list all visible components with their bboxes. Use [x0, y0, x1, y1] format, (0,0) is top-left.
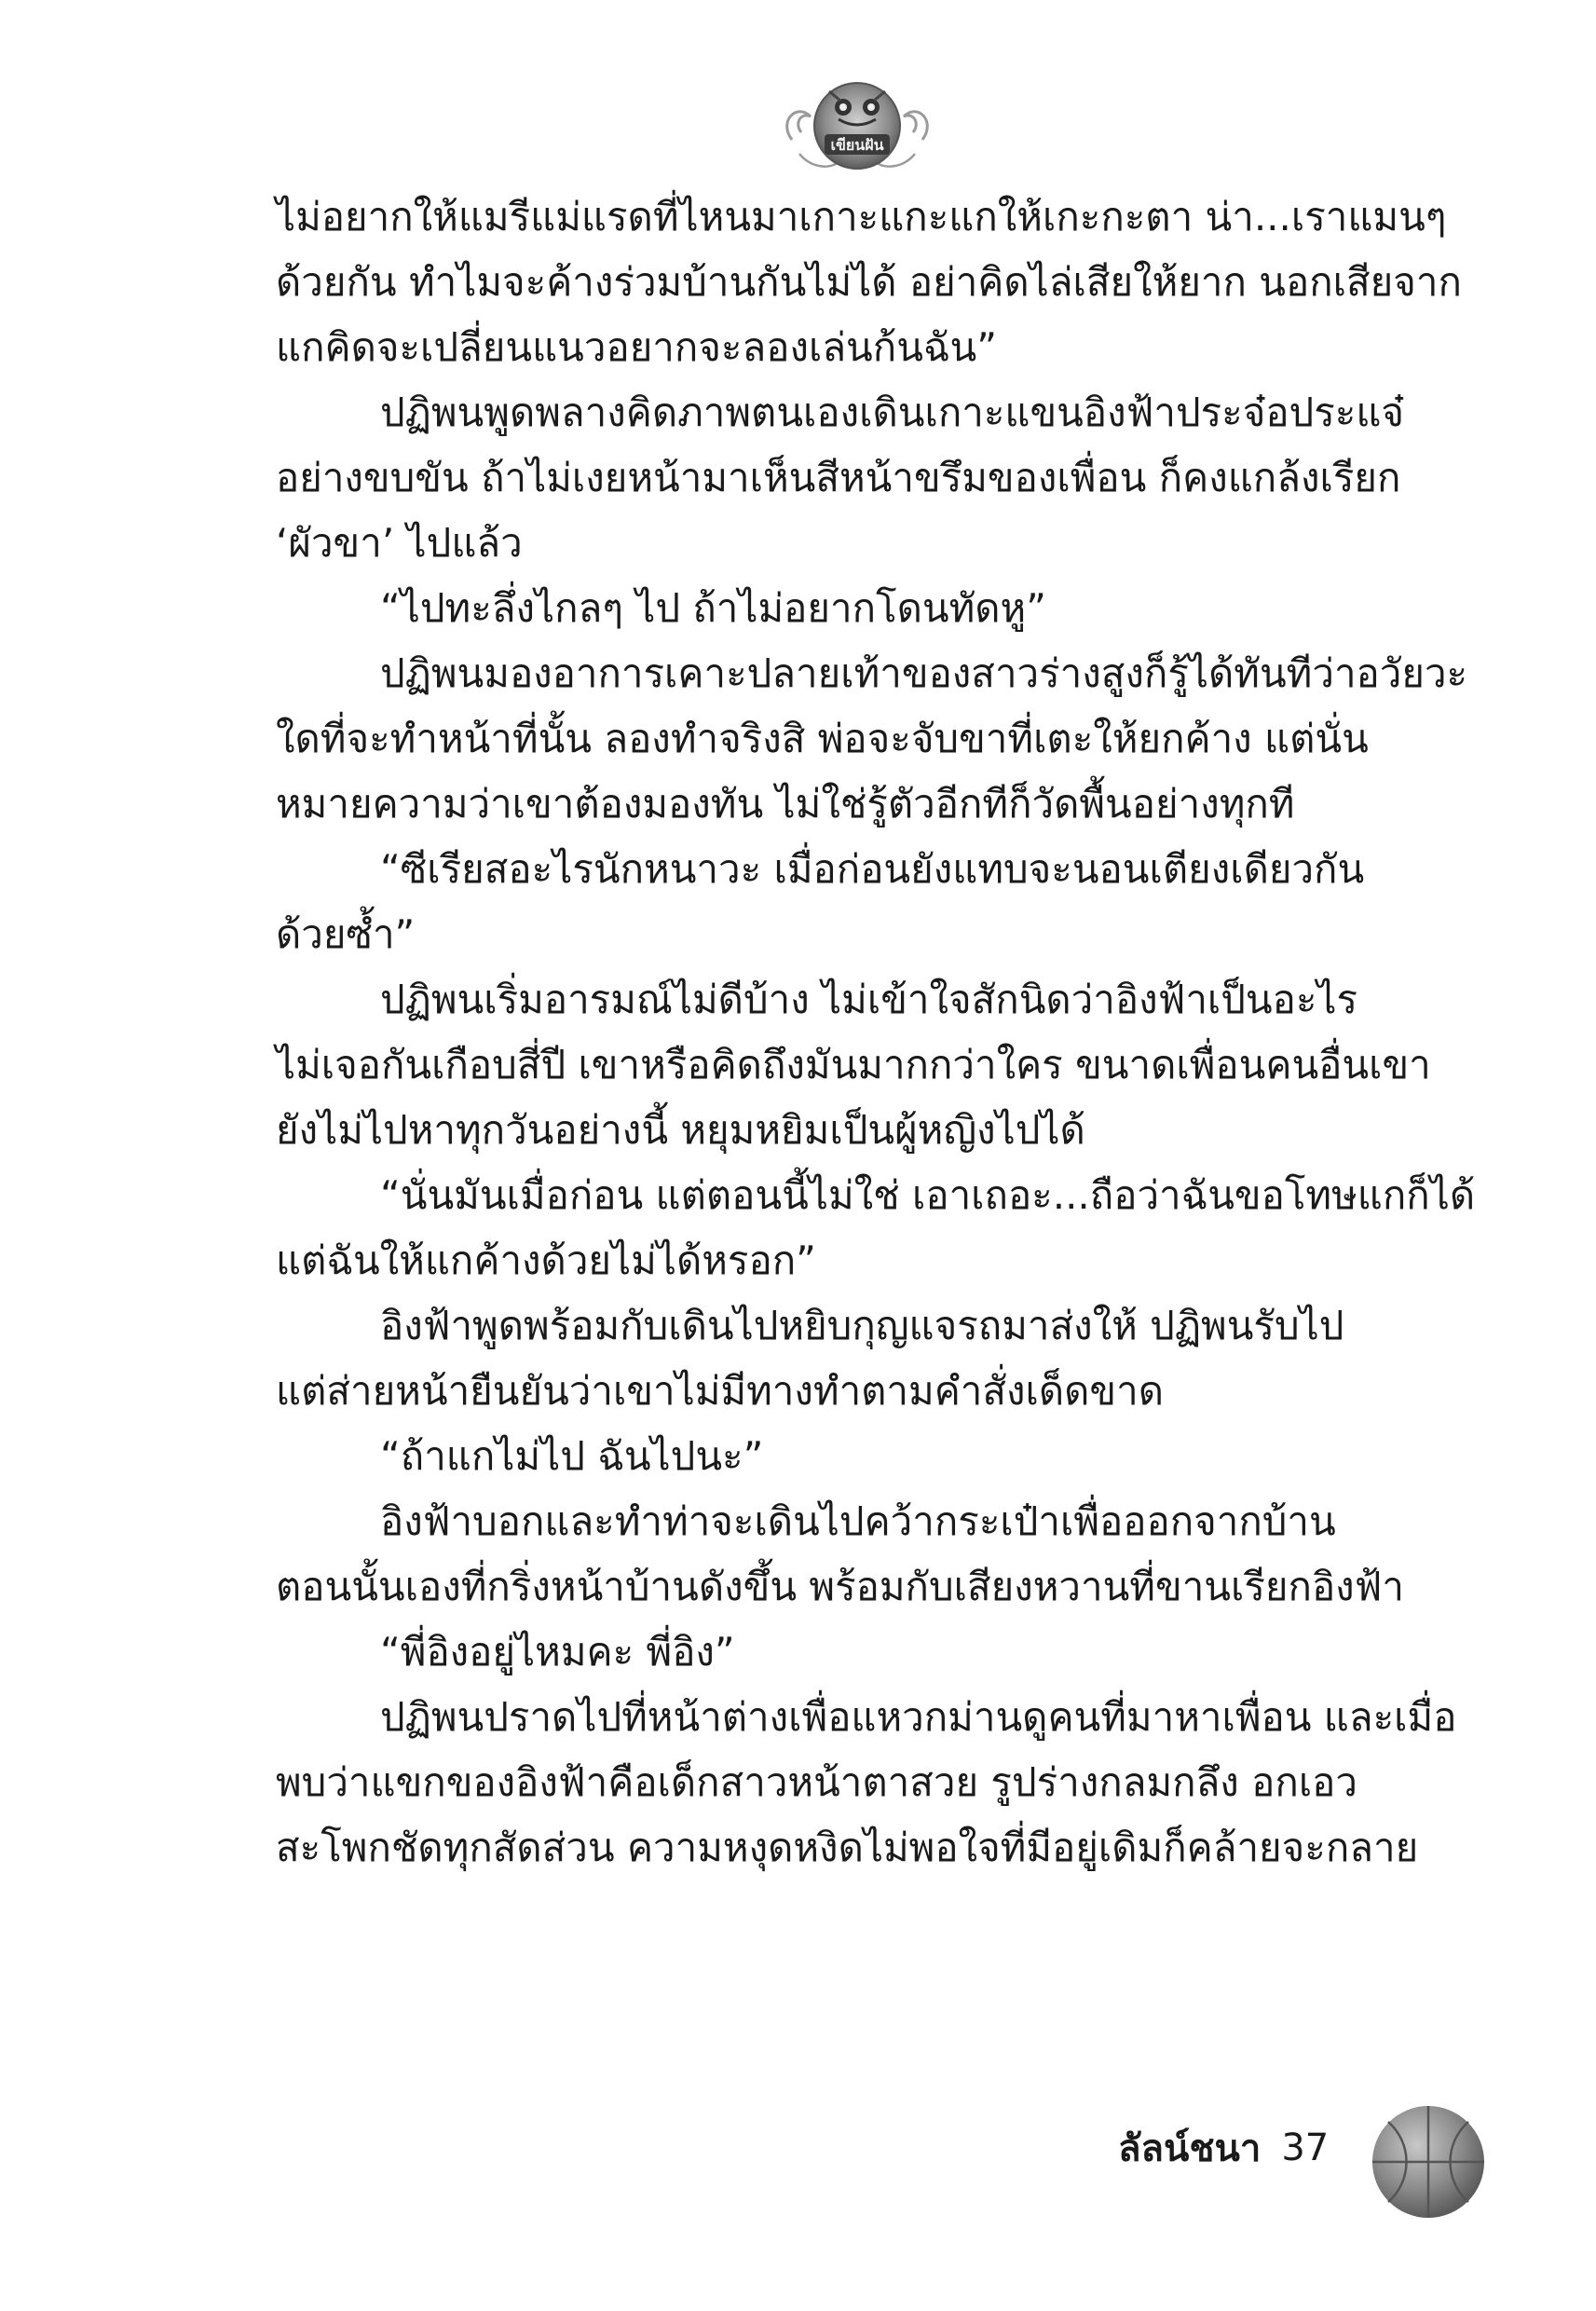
paragraph	[276, 1293, 1436, 1424]
text-line: อิงฟ้าพูดพร้อมกับเดินไปหยิบกุญแจรถมาส่งให้ ปฏิพนรับไป	[380, 1303, 1344, 1348]
logo-text: เขียนฝัน	[830, 136, 884, 154]
text-line: สะโพกชัดทุกสัดส่วน ความหงุดหงิดไม่พอใจที่มีอยู่เดิมก็คล้ายจะกลาย	[276, 1825, 1419, 1870]
text-line: แต่ฉันให้แกค้างด้วยไม่ได้หรอก”	[276, 1238, 816, 1283]
paragraph	[276, 380, 1436, 576]
header-logo	[773, 65, 941, 186]
paragraph	[276, 1489, 1436, 1620]
text-line: “ถ้าแกไม่ไป ฉันไปนะ”	[380, 1433, 764, 1479]
text-line: พบว่าแขกของอิงฟ้าคือเด็กสาวหน้าตาสวย รูปร่างกลมกลึง อกเอว	[276, 1759, 1357, 1805]
text-line: ปฏิพนพูดพลางคิดภาพตนเองเดินเกาะแขนอิงฟ้าประจ๋อประแจ๋	[380, 390, 1405, 435]
text-line: ปฏิพนมองอาการเคาะปลายเท้าของสาวร่างสูงก็รู้ได้ทันทีว่าอวัยวะ	[380, 650, 1468, 696]
basketball-icon	[1368, 2101, 1489, 2222]
text-line: ใดที่จะทำหน้าที่นั้น ลองทำจริงสิ พ่อจะจับขาที่เตะให้ยกค้าง แต่นั่น	[276, 716, 1369, 761]
text-line: ไม่อยากให้แมรีแม่แรดที่ไหนมาเกาะแกะแกให้เกะกะตา น่า...เราแมนๆ	[276, 194, 1447, 239]
paragraph	[276, 1685, 1457, 1880]
page-number: 37	[1281, 2126, 1330, 2169]
text-line: ยังไม่ไปหาทุกวันอย่างนี้ หยุมหยิมเป็นผู้หญิงไปได้	[276, 1107, 1085, 1153]
text-line: แกคิดจะเปลี่ยนแนวอยากจะลองเล่นก้นฉัน”	[276, 324, 997, 370]
page-body	[276, 185, 1476, 1880]
paragraph	[276, 967, 1436, 1163]
paragraph	[276, 641, 1468, 837]
text-line: “ไปทะลึ่งไกลๆ ไป ถ้าไม่อยากโดนทัดหู”	[380, 585, 1046, 631]
text-line: ‘ผัวขา’ ไปแล้ว	[276, 520, 523, 566]
paragraph	[276, 837, 1436, 967]
text-line: ไม่เจอกันเกือบสี่ปี เขาหรือคิดถึงมันมากกว่าใคร ขนาดเพื่อนคนอื่นเขา	[276, 1042, 1431, 1087]
paragraph	[276, 1620, 1436, 1685]
text-line: “พี่อิงอยู่ไหมคะ พี่อิง”	[380, 1629, 735, 1675]
text-line: ด้วยซ้ำ”	[276, 911, 416, 957]
text-line: ปฏิพนปราดไปที่หน้าต่างเพื่อแหวกม่านดูคนที่มาหาเพื่อน และเมื่อ	[380, 1694, 1457, 1740]
text-line: อิงฟ้าบอกและทำท่าจะเดินไปคว้ากระเป๋าเพื่อออกจากบ้าน	[380, 1498, 1336, 1544]
paragraph	[276, 1163, 1476, 1293]
text-line: “นั่นมันเมื่อก่อน แต่ตอนนี้ไม่ใช่ เอาเถอะ...ถือว่าฉันขอโทษแกก็ได้	[380, 1172, 1476, 1218]
text-line: “ซีเรียสอะไรนักหนาวะ เมื่อก่อนยังแทบจะนอนเตียงเดียวกัน	[380, 846, 1365, 892]
text-line: ตอนนั้นเองที่กริ่งหน้าบ้านดังขึ้น พร้อมกับเสียงหวานที่ขานเรียกอิงฟ้า	[276, 1564, 1405, 1609]
page-footer	[1118, 2120, 1329, 2176]
paragraph	[276, 1424, 1436, 1489]
paragraph	[276, 576, 1436, 641]
text-line: ปฏิพนเริ่มอารมณ์ไม่ดีบ้าง ไม่เข้าใจสักนิดว่าอิงฟ้าเป็นอะไร	[380, 977, 1358, 1022]
text-line: อย่างขบขัน ถ้าไม่เงยหน้ามาเห็นสีหน้าขรึมของเพื่อน ก็คงแกล้งเรียก	[276, 455, 1401, 500]
book-title: ลัลน์ชนา	[1118, 2127, 1262, 2170]
text-line: แต่ส่ายหน้ายืนยันว่าเขาไม่มีทางทำตามคำสั่งเด็ดขาด	[276, 1368, 1164, 1414]
text-line: หมายความว่าเขาต้องมองทัน ไม่ใช่รู้ตัวอีกทีก็วัดพื้นอย่างทุกที	[276, 781, 1295, 827]
text-line: ด้วยกัน ทำไมจะค้างร่วมบ้านกันไม่ได้ อย่าคิดไล่เสียให้ยาก นอกเสียจาก	[276, 259, 1462, 305]
paragraph	[276, 185, 1462, 380]
